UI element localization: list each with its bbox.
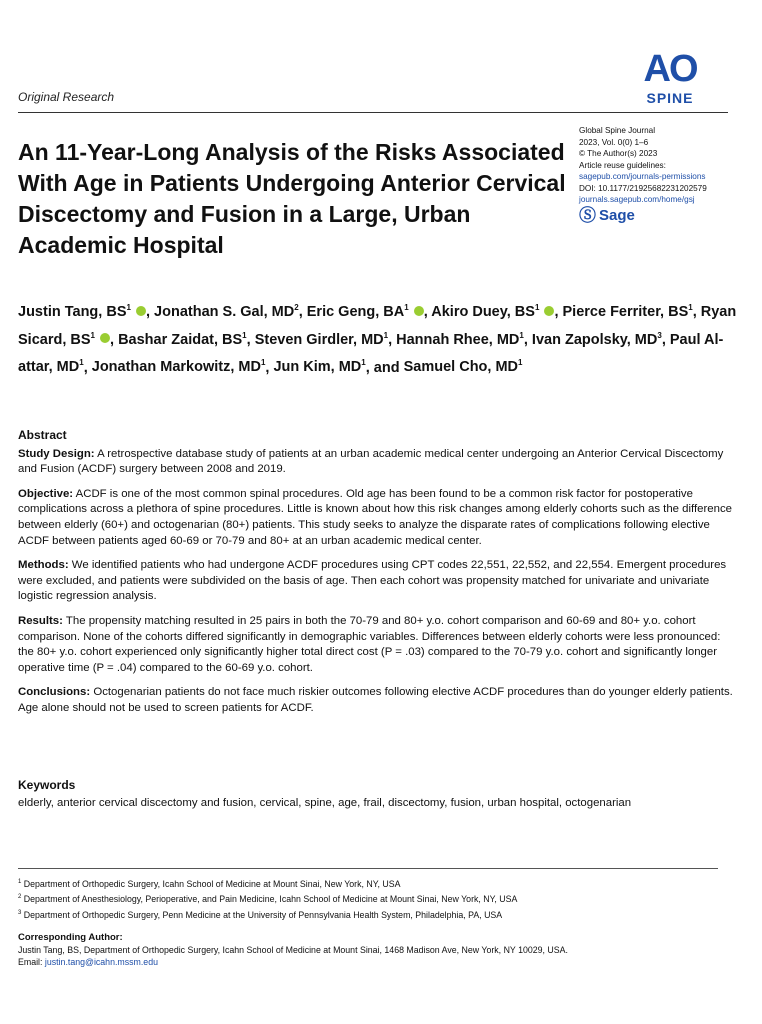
author-affiliation: 1 bbox=[404, 303, 409, 312]
affiliation-item bbox=[18, 876, 738, 891]
author-name: Ryan Sicard, BS bbox=[18, 303, 737, 348]
author bbox=[404, 359, 523, 375]
article-title: An 11-Year-Long Analysis of the Risks Associated With Age in Patients Undergoing Anterior Cervical Discectomy and Fusion in a Large, Urban Academic Hospital bbox=[18, 139, 566, 258]
author bbox=[307, 304, 424, 320]
corresponding-email-line bbox=[18, 956, 738, 968]
logo-text: AO bbox=[643, 48, 697, 90]
author-name: Paul Al-attar, MD bbox=[18, 331, 724, 376]
logo-subtext: SPINE bbox=[646, 90, 694, 106]
results-paragraph bbox=[18, 614, 738, 676]
doi: DOI: 10.1177/21925682231202579 bbox=[579, 183, 707, 193]
author-name: Jonathan Markowitz, MD bbox=[91, 359, 261, 376]
orcid-icon[interactable] bbox=[414, 306, 424, 316]
methods-paragraph bbox=[18, 558, 738, 605]
author-name: Hannah Rhee, MD bbox=[396, 331, 520, 348]
author-affiliation: 1 bbox=[688, 303, 693, 312]
orcid-icon[interactable] bbox=[544, 306, 554, 316]
orcid-icon[interactable] bbox=[136, 306, 146, 316]
study-design-label: Study Design: bbox=[18, 447, 95, 460]
methods-label: Methods: bbox=[18, 559, 69, 572]
study-design-paragraph bbox=[18, 447, 738, 478]
author bbox=[431, 304, 554, 320]
permissions-link[interactable]: sagepub.com/journals-permissions bbox=[579, 172, 706, 181]
abstract-heading: Abstract bbox=[18, 428, 67, 442]
author-name: Ivan Zapolsky, MD bbox=[531, 331, 658, 348]
author-list: Justin Tang, $BS^1$ , Jonathan S. Gal, $MD^2$, Eric Geng, $BA^1$ , Akiro Duey, $BS^1$ , Pierce Ferriter, $BS^1$, Ryan Sicard, $BS^1$ , Bashar Zaidat, $BS^1$, Steven Girdler, $MD^1$, Hannah Rhee, $MD^1$, Ivan Zapolsky, $MD^3$, Paul Al-attar, $MD^1$, Jonathan Markowitz, $MD^1$, Jun Kim, $MD^1$, and Samuel Cho, $MD^1$ bbox=[18, 303, 737, 376]
reuse-label: Article reuse guidelines: bbox=[579, 160, 666, 170]
objective-text: ACDF is one of the most common spinal procedures. Old age has been found to be a common risk factor for postoperative complications across a plethora of spine procedures. Little is known about how this risk changes among elderly cohorts such as the difference between elderly (60+) and octogenarian (80+) patients. This study seeks to analyze the disparate rates of complications following elective ACDF between patients aged 60-69 or 70-79 and 80+ at an urban academic medical center. bbox=[18, 487, 732, 547]
journal-info bbox=[579, 125, 749, 225]
study-design-text: A retrospective database study of patients at an urban academic medical center undergoing an Anterior Cervical Discectomy and Fusion (ACDF) surgery between 2008 and 2019. bbox=[18, 447, 724, 476]
keywords-heading: Keywords bbox=[18, 778, 76, 792]
corresponding-address: Justin Tang, BS, Department of Orthopedic Surgery, Icahn School of Medicine at Mount Sinai, 1468 Madison Ave, New York, NY 10029, USA. bbox=[18, 945, 568, 955]
author-affiliation: 1 bbox=[260, 358, 266, 368]
affiliation-text: Department of Anesthesiology, Perioperative, and Pain Medicine, Icahn School of Medicine at Mount Sinai, New York, NY, USA bbox=[23, 894, 518, 905]
author bbox=[255, 332, 388, 348]
results-label: Results: bbox=[18, 614, 63, 627]
journal-volume: 2023, Vol. 0(0) 1–6 bbox=[579, 137, 649, 147]
affiliation-text: Department of Orthopedic Surgery, Penn Medicine at the University of Pennsylvania Health System, Philadelphia, PA, USA bbox=[23, 909, 503, 920]
ao-spine-logo bbox=[620, 50, 720, 106]
author-name: Jun Kim, MD bbox=[273, 359, 362, 376]
objective-label: Objective: bbox=[18, 487, 74, 500]
sage-logo bbox=[579, 205, 749, 225]
corresponding-author bbox=[18, 932, 738, 968]
affiliation-text: Department of Orthopedic Surgery, Icahn School of Medicine at Mount Sinai, New York, NY, USA bbox=[23, 878, 401, 889]
author-affiliation: 2 bbox=[294, 303, 299, 312]
author-affiliation: 1 bbox=[518, 358, 523, 368]
sage-s-icon: Ⓢ bbox=[579, 205, 596, 225]
author-affiliation: 1 bbox=[126, 303, 131, 312]
objective-paragraph bbox=[18, 487, 738, 549]
author-affiliation: 1 bbox=[79, 358, 84, 368]
author-name: Steven Girdler, MD bbox=[254, 331, 384, 348]
publisher-name: Sage bbox=[599, 206, 635, 224]
affiliations bbox=[18, 876, 738, 922]
email-label: Email: bbox=[18, 957, 43, 967]
author-affiliation: 1 bbox=[383, 330, 389, 340]
author-name: Justin Tang, BS bbox=[18, 303, 127, 320]
results-text: The propensity matching resulted in 25 pairs in both the 70-79 and 80+ y.o. cohort comparison and 60-69 and 80+ y.o. cohort comparison. None of the cohorts differed significantly in demographic variables. Differences between elderly cohorts were less pronounced: the 80+ y.o. cohort experienced only significantly higher total direct cost (P = .03) compared to the 70-79 y.o. cohort and significantly longer operative time (P = .04) compared to the 60-69 y.o. cohort. bbox=[18, 614, 721, 674]
author bbox=[563, 304, 693, 320]
affiliation-number: 1 bbox=[18, 879, 22, 885]
author-affiliation: 3 bbox=[657, 330, 662, 340]
author bbox=[92, 359, 266, 375]
author-name: Eric Geng, BA bbox=[306, 303, 405, 320]
author bbox=[273, 359, 365, 375]
conclusions-text: Octogenarian patients do not face much riskier outcomes following elective ACDF procedures than do younger elderly patients. Age alone should not be used to screen patients for ACDF. bbox=[18, 686, 733, 714]
author bbox=[118, 332, 247, 348]
author-name: Jonathan S. Gal, MD bbox=[154, 303, 295, 320]
affiliation-item bbox=[18, 891, 738, 906]
author bbox=[18, 304, 146, 320]
affiliation-number: 3 bbox=[18, 909, 22, 916]
author-affiliation: 1 bbox=[534, 303, 540, 312]
keywords-text: elderly, anterior cervical discectomy and fusion, cervical, spine, age, frail, discectomy, fusion, urban hospital, octogenarian bbox=[18, 797, 632, 809]
author-name: Akiro Duey, BS bbox=[431, 303, 535, 320]
keywords bbox=[18, 778, 738, 811]
author bbox=[532, 332, 662, 348]
footnote-divider bbox=[18, 868, 718, 869]
journal-name: Global Spine Journal bbox=[579, 126, 656, 135]
conclusions-paragraph bbox=[18, 685, 738, 716]
author-name: Pierce Ferriter, BS bbox=[562, 303, 689, 320]
author-affiliation: 1 bbox=[90, 330, 95, 340]
section-label: Original Research bbox=[18, 90, 115, 104]
methods-text: We identified patients who had undergone ACDF procedures using CPT codes 22,551, 22,552, and 22,554. Emergent procedures were excluded, and patients were subdivided on the basis of age. Then each cohort was propensity matched for univariate and univariate logistic regression analysis. bbox=[18, 559, 727, 603]
author bbox=[154, 304, 299, 320]
author-name: Samuel Cho, MD bbox=[403, 359, 519, 376]
orcid-icon[interactable] bbox=[100, 333, 110, 343]
author bbox=[396, 332, 524, 348]
corresponding-heading: Corresponding Author: bbox=[18, 932, 123, 943]
copyright: © The Author(s) 2023 bbox=[579, 149, 658, 158]
abstract bbox=[18, 428, 738, 726]
conclusions-label: Conclusions: bbox=[18, 686, 91, 699]
affiliation-number: 2 bbox=[18, 894, 22, 901]
author-name: Bashar Zaidat, BS bbox=[118, 331, 243, 348]
email-link[interactable]: justin.tang@icahn.mssm.edu bbox=[44, 957, 158, 967]
journal-home-link[interactable]: journals.sagepub.com/home/gsj bbox=[579, 195, 695, 204]
header-divider bbox=[18, 112, 728, 113]
author-affiliation: 1 bbox=[361, 358, 366, 368]
author-affiliation: 1 bbox=[519, 330, 524, 340]
author-affiliation: 1 bbox=[242, 330, 247, 340]
affiliation-item bbox=[18, 907, 738, 922]
